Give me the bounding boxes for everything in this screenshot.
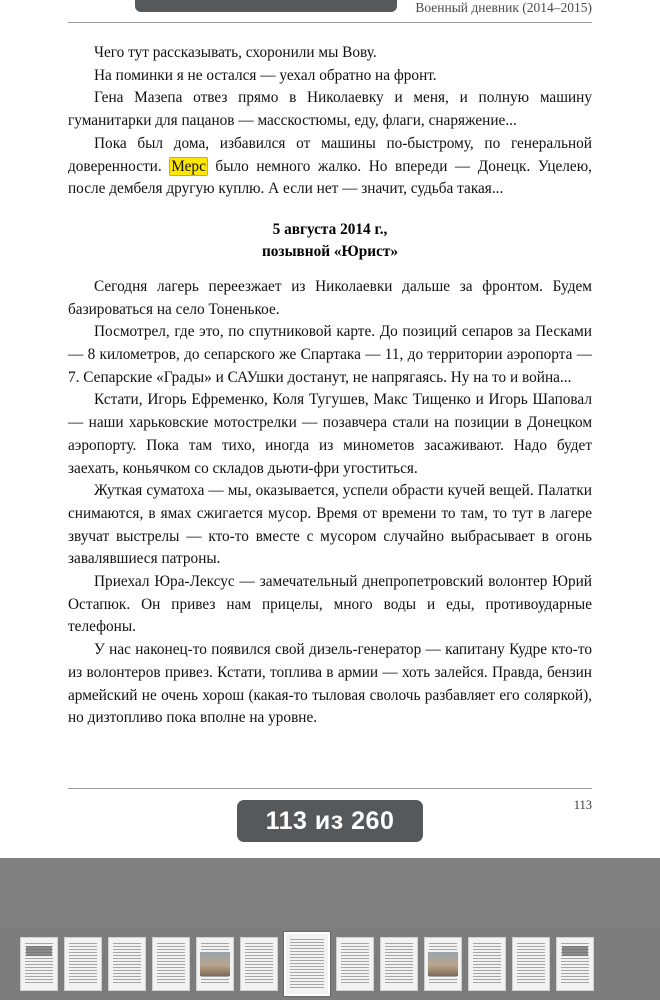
paragraph: Сегодня лагерь переезжает из Николаевки дальше за фронтом. Будем базироваться на село Тоненькое. (68, 277, 592, 318)
thumbnail-text-lines (341, 943, 369, 985)
section-heading (68, 219, 592, 264)
page-thumbnail-strip[interactable] (0, 928, 660, 1000)
thumbnail-text-lines (69, 943, 97, 985)
header-divider (68, 22, 592, 23)
paragraph: На поминки я не остался — уехал обратно на фронт. (94, 66, 437, 84)
highlighted-term[interactable]: Мерс (171, 157, 206, 175)
footer-divider (68, 788, 592, 789)
thumbnail-text-lines (385, 943, 413, 985)
thumbnail-text-lines (517, 943, 545, 985)
thumbnail[interactable] (512, 937, 550, 991)
paragraph: Чего тут рассказывать, схоронили мы Вову. (94, 44, 377, 61)
thumbnail-title-block (26, 946, 52, 956)
paragraph: Гена Мазепа отвез прямо в Николаевку и меня, и полную машину гуманитарки для пацанов — масскостюмы, еду, флаги, снаряжение... (68, 89, 592, 130)
running-header: Военный дневник (2014–2015) (415, 0, 592, 15)
thumbnail-current[interactable] (284, 932, 330, 996)
thumbnail[interactable] (152, 937, 190, 991)
paragraph: Кстати, Игорь Ефременко, Коля Тугушев, Макс Тищенко и Игорь Шаповал — наши харьковские мотострелки — позавчера стали на позиции в Донецком аэропорту. Пока там тихо, иногда из минометов засаживают. Надо будет заехать, коньячком со складов дьюти-фри угоститься. (68, 391, 592, 477)
paragraph: Жуткая суматоха — мы, оказывается, успели обрасти кучей вещей. Палатки снимаются, в ямах сжигается мусор. Время от времени то там, то тут в лагере звучат выстрелы — кто-то вместе с мусором случайно выбрасывает в огонь завалявшиеся патроны. (68, 482, 592, 568)
thumbnail[interactable] (380, 937, 418, 991)
page-text-body (68, 42, 592, 730)
thumbnail[interactable] (556, 937, 594, 991)
section-heading-line-2: позывной «Юрист» (261, 243, 399, 261)
printed-page-number: 113 (573, 798, 592, 812)
thumbnail[interactable] (468, 937, 506, 991)
thumbnail-text-lines (290, 939, 324, 989)
paragraph: Приехал Юра-Лексус — замечательный днепропетровский волонтер Юрий Остапюк. Он привез нам прицелы, много воды и еды, противоударные телефоны. (68, 573, 592, 636)
thumbnail-text-lines (113, 943, 141, 985)
thumbnail-text-lines (245, 943, 273, 985)
thumbnail-title-block (562, 946, 588, 956)
thumbnail-photo-block (428, 952, 458, 976)
section-heading-line-1: 5 августа 2014 г., (272, 220, 388, 238)
page-position-indicator: 113 из 260 (237, 800, 423, 842)
thumbnail[interactable] (64, 937, 102, 991)
thumbnail-photo-block (200, 952, 230, 976)
thumbnail[interactable] (196, 937, 234, 991)
thumbnail-text-lines (473, 943, 501, 985)
paragraph: Посмотрел, где это, по спутниковой карте. До позиций сепаров за Песками — 8 километров, до сепарского же Спартака — 11, до территории аэропорта — 7. Сепарские «Грады» и САУшки достанут, не напрягаясь. Ну на то и война... (68, 323, 592, 386)
thumbnail[interactable] (108, 937, 146, 991)
thumbnail[interactable] (240, 937, 278, 991)
paragraph-with-highlight (68, 133, 592, 201)
paragraph: У нас наконец-то появился свой дизель-генератор — капитану Кудре кто-то из волонтеров привез. Кстати, топлива в армии — хоть залейся. Правда, бензин армейский не очень хорош (какая-то тыловая сволочь разбавляет его соляркой), но дизтопливо пока вполне на уровне. (68, 641, 592, 727)
thumbnail-text-lines (157, 943, 185, 985)
highlight-text-before: Пока был дома, избавился от машины по-быстрому, по генеральной доверенности. (68, 134, 592, 175)
highlight-text-after: было немного жалко. Но впереди — Донецк. Уцелею, после дембеля другую куплю. А если нет — значит, судьба такая... (68, 157, 592, 198)
thumbnail[interactable] (20, 937, 58, 991)
thumbnail[interactable] (424, 937, 462, 991)
thumbnail[interactable] (336, 937, 374, 991)
